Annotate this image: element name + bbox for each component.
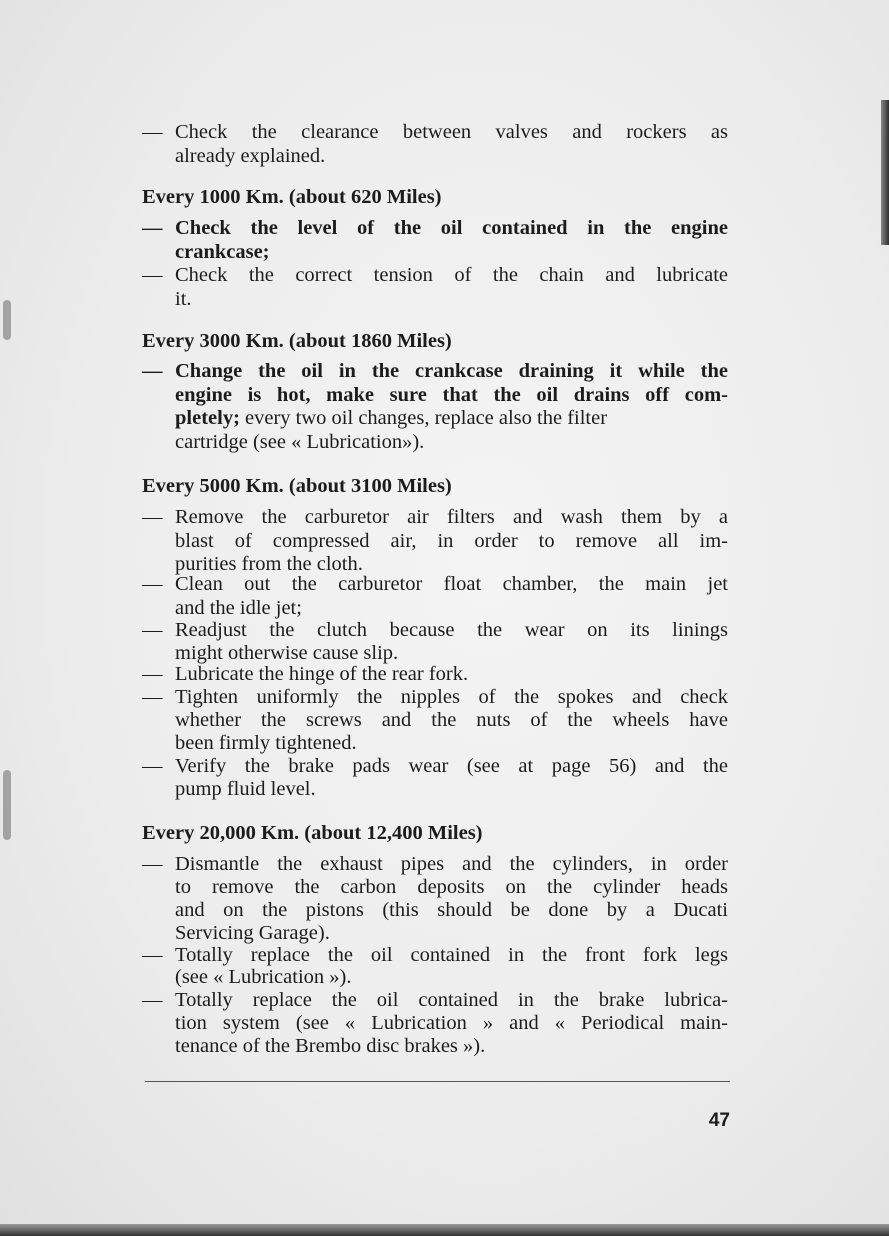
text-line: might otherwise cause slip. [175,642,399,664]
page-margin-mark [3,300,11,340]
text-line: Clean out the carburetor float chamber, the main jet [175,573,728,595]
text-line: tenance of the Brembo disc brakes »). [175,1035,486,1057]
text-line: been firmly tightened. [175,732,357,754]
text-line: cartridge (see « Lubrication»). [175,431,425,453]
text-line: whether the screws and the nuts of the wheels have [175,709,728,731]
list-dash: — [142,121,163,143]
text-line: to remove the carbon deposits on the cylinder heads [175,876,728,898]
text-line: Lubricate the hinge of the rear fork. [175,663,469,685]
text-line: and the idle jet; [175,597,302,619]
text-line: blast of compressed air, in order to remove all im- [175,530,728,552]
text-line: Check the level of the oil contained in the engine [175,217,728,239]
text-span: every two oil changes, replace also the filter [245,407,608,429]
list-dash: — [142,663,163,685]
section-heading: Every 3000 Km. (about 1860 Miles) [142,330,452,352]
text-line: tion system (see « Lubrication » and « Periodical main- [175,1012,728,1034]
text-line: Servicing Garage). [175,922,330,944]
list-dash: — [142,989,163,1011]
text-line [175,407,728,430]
text-line: Totally replace the oil contained in the front fork legs [175,944,728,966]
section-heading: Every 20,000 Km. (about 12,400 Miles) [142,822,483,844]
section-heading: Every 5000 Km. (about 3100 Miles) [142,475,452,497]
list-dash: — [142,573,163,595]
text-line: already explained. [175,145,326,167]
text-line: Dismantle the exhaust pipes and the cylinders, in order [175,853,728,875]
page-bottom-shadow [0,1224,889,1236]
list-dash: — [142,506,163,528]
text-line: Remove the carburetor air filters and wash them by a [175,506,728,528]
list-dash: — [142,217,163,239]
text-line: Check the clearance between valves and rockers as [175,121,728,143]
text-bold-span: pletely; [175,407,240,429]
page-margin-mark [3,770,11,840]
text-line: purities from the cloth. [175,553,363,575]
text-line: crankcase; [175,241,270,263]
list-dash: — [142,360,163,382]
list-dash: — [142,853,163,875]
text-line: Change the oil in the crankcase draining it while the [175,360,728,382]
text-line: pump fluid level. [175,778,316,800]
text-line: engine is hot, make sure that the oil drains off com- [175,384,728,406]
text-line: Verify the brake pads wear (see at page 56) and the [175,755,728,777]
footer-rule [145,1081,730,1082]
text-line: Totally replace the oil contained in the brake lubrica- [175,989,728,1011]
list-dash: — [142,944,163,966]
text-line: it. [175,288,192,310]
text-line: and on the pistons (this should be done by a Ducati [175,899,728,921]
page-number: 47 [708,1110,730,1131]
text-line: Readjust the clutch because the wear on its linings [175,619,728,641]
list-dash: — [142,264,163,286]
page-edge-shadow [881,100,889,245]
list-dash: — [142,619,163,641]
list-dash: — [142,755,163,777]
text-line: Check the correct tension of the chain and lubricate [175,264,728,286]
text-line: (see « Lubrication »). [175,966,352,988]
list-dash: — [142,686,163,708]
section-heading: Every 1000 Km. (about 620 Miles) [142,186,442,208]
text-line: Tighten uniformly the nipples of the spokes and check [175,686,728,708]
